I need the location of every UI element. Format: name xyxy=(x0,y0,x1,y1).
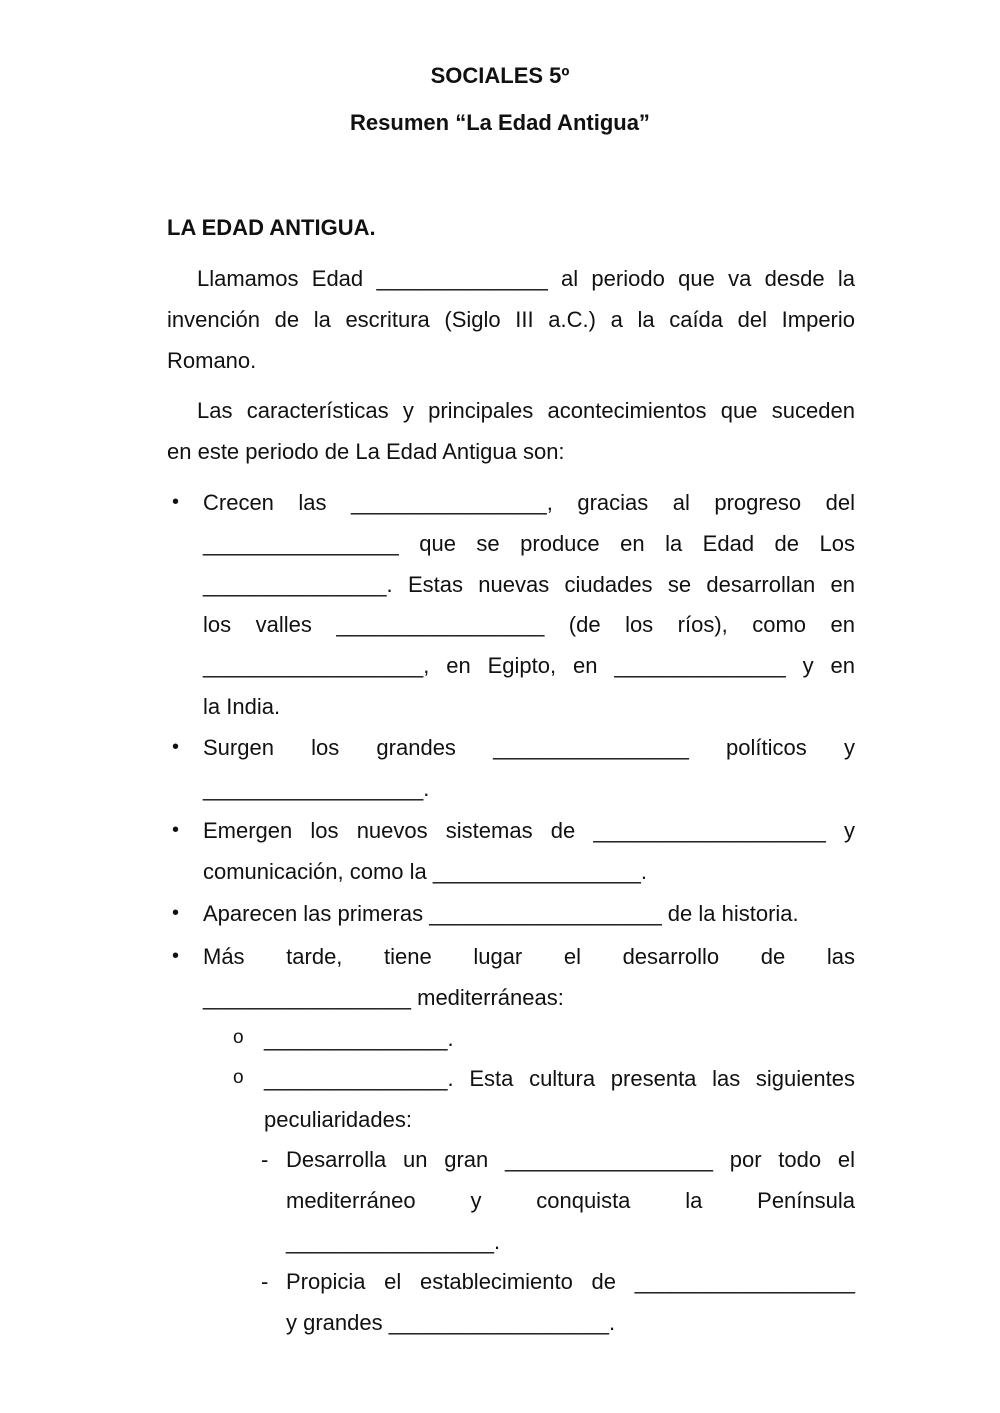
word: en xyxy=(830,653,855,678)
word: características xyxy=(246,398,389,423)
page-title: SOCIALES 5º xyxy=(430,63,570,88)
fill-in-blank: ______________ xyxy=(614,653,786,678)
word: siguientes xyxy=(755,1066,855,1091)
word: Península xyxy=(757,1188,855,1213)
word: (de xyxy=(568,612,601,637)
word: de xyxy=(591,1269,617,1294)
word: gran xyxy=(444,1147,489,1172)
word: un xyxy=(403,1147,428,1172)
word: Egipto, xyxy=(487,653,557,678)
dash-item-2-line-1 xyxy=(286,1269,855,1295)
bullet-2-line-2: __________________. xyxy=(203,776,430,801)
word: las xyxy=(826,944,855,969)
fill-in-blank: _________________ xyxy=(505,1147,714,1172)
word: Surgen xyxy=(203,735,274,760)
bullet-icon: • xyxy=(172,491,180,513)
word: Desarrolla xyxy=(286,1147,387,1172)
word: como xyxy=(752,612,807,637)
word: progreso xyxy=(714,490,802,515)
word: los xyxy=(625,612,654,637)
word: del xyxy=(825,490,855,515)
word: conquista xyxy=(536,1188,631,1213)
word: Edad xyxy=(702,531,755,556)
word: la xyxy=(637,307,655,332)
word: tiene xyxy=(384,944,432,969)
word: y xyxy=(843,818,855,843)
bullet-1-line-2 xyxy=(203,531,855,557)
word: se xyxy=(667,572,692,597)
word: la xyxy=(313,307,331,332)
bullet-1-line-3 xyxy=(203,572,855,598)
word: todo xyxy=(778,1147,822,1172)
fill-in-blank: ___________________ xyxy=(593,818,826,843)
word: al xyxy=(561,266,579,291)
word: al xyxy=(672,490,690,515)
word: que xyxy=(678,266,715,291)
word: en xyxy=(620,531,645,556)
dash-bullet-icon: - xyxy=(261,1147,269,1172)
word: suceden xyxy=(771,398,855,423)
word: principales xyxy=(428,398,534,423)
word: valles xyxy=(255,612,312,637)
dash-item-1-line-1 xyxy=(286,1147,855,1173)
word: el xyxy=(384,1269,402,1294)
fill-in-blank: __________________, xyxy=(203,653,430,678)
dash-bullet-icon: - xyxy=(261,1269,269,1294)
word: tarde, xyxy=(286,944,343,969)
word: las xyxy=(712,1066,741,1091)
bullet-1-line-1 xyxy=(203,490,855,516)
word: Crecen xyxy=(203,490,274,515)
dash-item-1-line-2 xyxy=(286,1188,855,1214)
word: los xyxy=(311,735,340,760)
word: Estas xyxy=(407,572,463,597)
word: Las xyxy=(197,398,233,423)
word: nuevas xyxy=(478,572,550,597)
word: III xyxy=(515,307,534,332)
paragraph-2-line-2: en este periodo de La Edad Antigua son: xyxy=(167,439,565,464)
paragraph-1-line-3: Romano. xyxy=(167,348,257,373)
bullet-5-line-2: _________________ mediterráneas: xyxy=(203,985,564,1010)
word: a xyxy=(610,307,623,332)
word: periodo xyxy=(591,266,665,291)
word: Más xyxy=(203,944,245,969)
word: establecimiento xyxy=(419,1269,573,1294)
word: de xyxy=(550,818,576,843)
word: la xyxy=(665,531,683,556)
fill-in-blank: ________________, xyxy=(350,490,553,515)
fill-in-blank: ________________ xyxy=(493,735,689,760)
sub-item-2-line-2: peculiaridades: xyxy=(264,1107,412,1132)
word: sistemas xyxy=(445,818,533,843)
circle-bullet-icon: o xyxy=(233,1067,244,1088)
bullet-1-line-5 xyxy=(203,653,855,679)
word: acontecimientos xyxy=(547,398,707,423)
word: y xyxy=(470,1188,482,1213)
word: Emergen xyxy=(203,818,293,843)
word: que xyxy=(720,398,758,423)
fill-in-blank: _______________. xyxy=(264,1066,454,1091)
bullet-icon: • xyxy=(172,902,180,924)
word: Llamamos xyxy=(197,266,299,291)
word: que xyxy=(419,531,456,556)
word: caída xyxy=(669,307,724,332)
section-heading: LA EDAD ANTIGUA. xyxy=(167,215,376,240)
fill-in-blank: ______________ xyxy=(376,266,548,291)
fill-in-blank: _______________. xyxy=(203,572,393,597)
word: y xyxy=(802,653,814,678)
fill-in-blank: _________________ xyxy=(336,612,545,637)
sub-item-2-line-1 xyxy=(264,1066,855,1092)
word: Edad xyxy=(311,266,364,291)
word: Los xyxy=(819,531,855,556)
word: en xyxy=(830,572,855,597)
word: el xyxy=(837,1147,855,1172)
word: de xyxy=(274,307,300,332)
word: a.C.) xyxy=(548,307,596,332)
word: lugar xyxy=(473,944,523,969)
sub-item-1-line-1: _______________. xyxy=(264,1026,454,1051)
word: va xyxy=(728,266,752,291)
bullet-4-line-1: Aparecen las primeras ___________________ de la historia. xyxy=(203,901,799,926)
word: de xyxy=(774,531,800,556)
word: Esta xyxy=(469,1066,514,1091)
bullet-icon: • xyxy=(172,819,180,841)
bullet-2-line-1 xyxy=(203,735,855,761)
word: ciudades xyxy=(564,572,653,597)
word: del xyxy=(737,307,768,332)
word: desde xyxy=(764,266,825,291)
dash-item-1-line-3: _________________. xyxy=(286,1229,501,1254)
word: produce xyxy=(520,531,600,556)
word: y xyxy=(843,735,855,760)
word: (Siglo xyxy=(444,307,501,332)
circle-bullet-icon: o xyxy=(233,1027,244,1048)
word: escritura xyxy=(345,307,430,332)
bullet-icon: • xyxy=(172,736,180,758)
word: la xyxy=(685,1188,703,1213)
word: Imperio xyxy=(781,307,855,332)
bullet-3-line-1 xyxy=(203,818,855,844)
word: de xyxy=(760,944,786,969)
bullet-1-line-6: la India. xyxy=(203,694,281,719)
word: mediterráneo xyxy=(286,1188,416,1213)
word: gracias xyxy=(577,490,649,515)
word: en xyxy=(446,653,471,678)
word: cultura xyxy=(529,1066,596,1091)
bullet-1-line-4 xyxy=(203,612,855,638)
word: presenta xyxy=(610,1066,697,1091)
paragraph-1-line-2 xyxy=(167,307,855,333)
word: desarrollo xyxy=(622,944,720,969)
word: Propicia xyxy=(286,1269,366,1294)
word: invención xyxy=(167,307,260,332)
word: en xyxy=(830,612,855,637)
page-subtitle: Resumen “La Edad Antigua” xyxy=(350,110,650,135)
word: los xyxy=(203,612,232,637)
bullet-5-line-1 xyxy=(203,944,855,970)
word: la xyxy=(837,266,855,291)
bullet-icon: • xyxy=(172,945,180,967)
paragraph-1-line-1 xyxy=(197,266,855,292)
fill-in-blank: __________________ xyxy=(634,1269,855,1294)
word: políticos xyxy=(726,735,807,760)
paragraph-2-line-1 xyxy=(197,398,855,424)
word: desarrollan xyxy=(706,572,816,597)
word: el xyxy=(563,944,581,969)
word: grandes xyxy=(376,735,456,760)
word: por xyxy=(729,1147,762,1172)
word: en xyxy=(573,653,598,678)
word: y xyxy=(402,398,414,423)
word: ríos), xyxy=(677,612,728,637)
fill-in-blank: ________________ xyxy=(203,531,399,556)
dash-item-2-line-2: y grandes __________________. xyxy=(286,1310,616,1335)
bullet-3-line-2: comunicación, como la _________________. xyxy=(203,859,647,884)
word: nuevos xyxy=(356,818,428,843)
word: las xyxy=(298,490,327,515)
word: se xyxy=(476,531,500,556)
word: los xyxy=(310,818,339,843)
